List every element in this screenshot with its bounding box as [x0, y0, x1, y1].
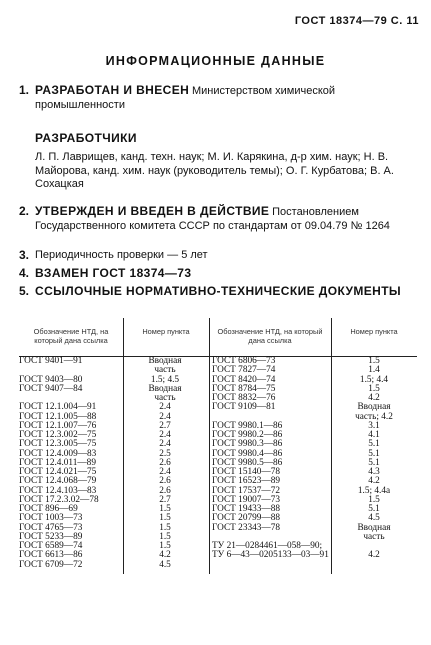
right-doc-cell: ГОСТ 17537—72: [212, 485, 281, 496]
left-doc-cell: ГОСТ 12.1.007—76: [19, 420, 97, 431]
left-doc-cell: ГОСТ 9401—91: [19, 356, 83, 366]
right-item-cell: 1.5; 4.4: [359, 374, 389, 385]
right-item-cell: 4.2: [368, 550, 380, 561]
item-number: 4.: [19, 266, 30, 280]
right-item-cell: 5.1: [368, 504, 380, 514]
left-item-cell: 2.4: [159, 411, 171, 422]
left-doc-cell: ГОСТ 6613—86: [19, 550, 83, 561]
right-item-cell: часть: [363, 531, 385, 542]
left-item-cell: 2.4: [159, 439, 171, 450]
right-item-cell: 5.1: [368, 457, 380, 468]
right-doc-cell: ГОСТ 19433—88: [212, 504, 281, 514]
right-item-cell: 1.5: [368, 383, 380, 394]
left-item-cell: часть: [154, 393, 176, 403]
right-doc-cell: ГОСТ 8420—74: [212, 374, 276, 385]
right-item-cell: 1.5; 4.4а: [357, 485, 391, 496]
right-doc-cell: ГОСТ 20799—88: [212, 513, 281, 524]
right-doc-cell: ГОСТ 9980.5—86: [212, 457, 283, 468]
item-text: Постановлением Государственного комитета СССР по стандартам от 09.04.79 № 1264: [35, 206, 390, 232]
left-doc-cell: ГОСТ 1003—73: [19, 513, 83, 524]
right-item-cell: 5.1: [368, 448, 380, 459]
item-text: Министерством химической промышленности: [35, 85, 336, 111]
left-item-cell: Вводная: [148, 356, 182, 366]
right-item-cell: 3.1: [368, 420, 380, 431]
left-item-cell: 4.2: [159, 550, 171, 561]
item-caps: ВЗАМЕН ГОСТ 18374—73: [35, 266, 192, 280]
left-doc-cell: ГОСТ 5233—89: [19, 531, 83, 542]
left-doc-cell: ГОСТ 6589—74: [19, 541, 83, 551]
left-doc-cell: ГОСТ 4765—73: [19, 522, 83, 533]
right-item-cell: 4.2: [368, 476, 380, 487]
item-1: [19, 83, 417, 112]
left-doc-cell: ГОСТ 12.3.002—75: [19, 430, 97, 440]
item-text: Периодичность проверки — 5 лет: [35, 249, 208, 261]
right-doc-cell: ТУ 6—43—0205133—03—91: [212, 550, 329, 561]
header-doc-left: Обозначение НТД, на который дана ссылка: [33, 327, 109, 345]
divider: [123, 357, 124, 574]
table-body: [19, 357, 417, 574]
left-item-cell: 1.5: [159, 513, 171, 524]
item-5: [19, 284, 417, 299]
item-caps: РАЗРАБОТАН И ВНЕСЕН: [35, 83, 190, 97]
right-item-cell: 4.1: [368, 430, 380, 440]
right-item-cell: 4.3: [368, 467, 380, 477]
left-item-cell: 2.6: [159, 457, 171, 468]
left-item-cell: 2.5: [159, 448, 171, 459]
divider: [123, 318, 124, 356]
left-item-cell: 1.5; 4.5: [150, 374, 180, 385]
left-item-cell: 1.5: [159, 531, 171, 542]
right-item-cell: 4.2: [368, 393, 380, 403]
item-4: [19, 266, 417, 281]
left-doc-cell: ГОСТ 6709—72: [19, 559, 83, 570]
divider: [331, 318, 332, 356]
right-item-cell: часть; 4.2: [355, 411, 393, 422]
developers-text: Л. П. Лаврищев, канд. техн. наук; М. И. Карякина, д-р хим. наук; Н. В. Майорова, канд. хим. наук (руководитель темы); О. Г. Курбатова; В. А. Сохацкая: [35, 151, 394, 190]
divider: [209, 357, 210, 574]
right-doc-cell: ГОСТ 6806—73: [212, 356, 276, 366]
left-doc-cell: ГОСТ 12.4.009—83: [19, 448, 97, 459]
left-doc-cell: ГОСТ 12.4.011—89: [19, 457, 96, 468]
item-3: [19, 248, 417, 262]
left-item-cell: часть: [154, 365, 176, 376]
left-item-cell: 4.5: [159, 559, 171, 570]
item-caps: ССЫЛОЧНЫЕ НОРМАТИВНО-ТЕХНИЧЕСКИЕ ДОКУМЕНТЫ: [35, 284, 402, 298]
left-item-cell: 2.4: [159, 430, 171, 440]
right-doc-cell: ГОСТ 9980.2—86: [212, 430, 283, 440]
item-number: 3.: [19, 248, 30, 262]
right-item-cell: 4.5: [368, 513, 380, 524]
left-item-cell: 2.4: [159, 402, 171, 413]
reference-table: [19, 318, 417, 574]
left-item-cell: 2.6: [159, 476, 171, 487]
left-doc-cell: ГОСТ 9407—84: [19, 383, 83, 394]
left-item-cell: 2.6: [159, 485, 171, 496]
right-doc-cell: ГОСТ 8832—76: [212, 393, 276, 403]
left-doc-cell: ГОСТ 12.4.068—79: [19, 476, 97, 487]
item-2: [19, 204, 417, 233]
left-doc-cell: ГОСТ 12.4.021—75: [19, 467, 97, 477]
item-caps: УТВЕРЖДЕН И ВВЕДЕН В ДЕЙСТВИЕ: [35, 204, 270, 218]
right-doc-cell: ГОСТ 8784—75: [212, 383, 276, 394]
left-doc-cell: ГОСТ 12.3.005—75: [19, 439, 97, 450]
right-item-cell: Вводная: [357, 522, 391, 533]
table-header: [19, 318, 417, 357]
right-item-cell: 1.5: [368, 356, 380, 366]
right-doc-cell: ГОСТ 9980.4—86: [212, 448, 283, 459]
section-title: ИНФОРМАЦИОННЫЕ ДАННЫЕ: [105, 54, 326, 68]
right-doc-cell: ГОСТ 15140—78: [212, 467, 281, 477]
left-item-cell: Вводная: [148, 383, 182, 394]
page-header: ГОСТ 18374—79 С. 11: [294, 15, 419, 27]
header-item-left: Номер пункта: [142, 327, 190, 336]
right-item-cell: 1.5: [368, 494, 380, 505]
right-doc-cell: ГОСТ 9980.1—86: [212, 420, 283, 431]
left-item-cell: 2.7: [159, 494, 171, 505]
divider: [331, 357, 332, 574]
left-doc-cell: ГОСТ 12.1.004—91: [19, 402, 97, 413]
item-number: 2.: [19, 204, 30, 218]
header-doc-right: Обозначение НТД, на который дана ссылка: [217, 327, 323, 345]
right-doc-cell: ГОСТ 9980.3—86: [212, 439, 283, 450]
left-item-cell: 1.5: [159, 504, 171, 514]
right-item-cell: 1.4: [368, 365, 380, 376]
right-doc-cell: ГОСТ 16523—89: [212, 476, 281, 487]
left-item-cell: 2.4: [159, 467, 171, 477]
right-item-cell: Вводная: [357, 402, 391, 413]
left-doc-cell: ГОСТ 12.1.005—88: [19, 411, 97, 422]
left-doc-cell: ГОСТ 12.4.103—83: [19, 485, 97, 496]
left-item-cell: 1.5: [159, 541, 171, 551]
item-number: 5.: [19, 284, 30, 298]
left-doc-cell: ГОСТ 9403—80: [19, 374, 83, 385]
header-item-right: Номер пункта: [350, 327, 398, 336]
right-item-cell: 5.1: [368, 439, 380, 450]
right-doc-cell: ГОСТ 19007—73: [212, 494, 281, 505]
left-item-cell: 1.5: [159, 522, 171, 533]
right-doc-cell: ТУ 21—0284461—058—90;: [212, 541, 323, 551]
right-doc-cell: ГОСТ 7827—74: [212, 365, 276, 376]
right-doc-cell: ГОСТ 9109—81: [212, 402, 276, 413]
left-doc-cell: ГОСТ 17.2.3.02—78: [19, 494, 99, 505]
left-doc-cell: ГОСТ 896—69: [19, 504, 78, 514]
item-number: 1.: [19, 83, 30, 97]
developers-heading: РАЗРАБОТЧИКИ: [35, 131, 137, 145]
left-item-cell: 2.7: [159, 420, 171, 431]
right-doc-cell: ГОСТ 23343—78: [212, 522, 281, 533]
table-row: [19, 561, 417, 570]
